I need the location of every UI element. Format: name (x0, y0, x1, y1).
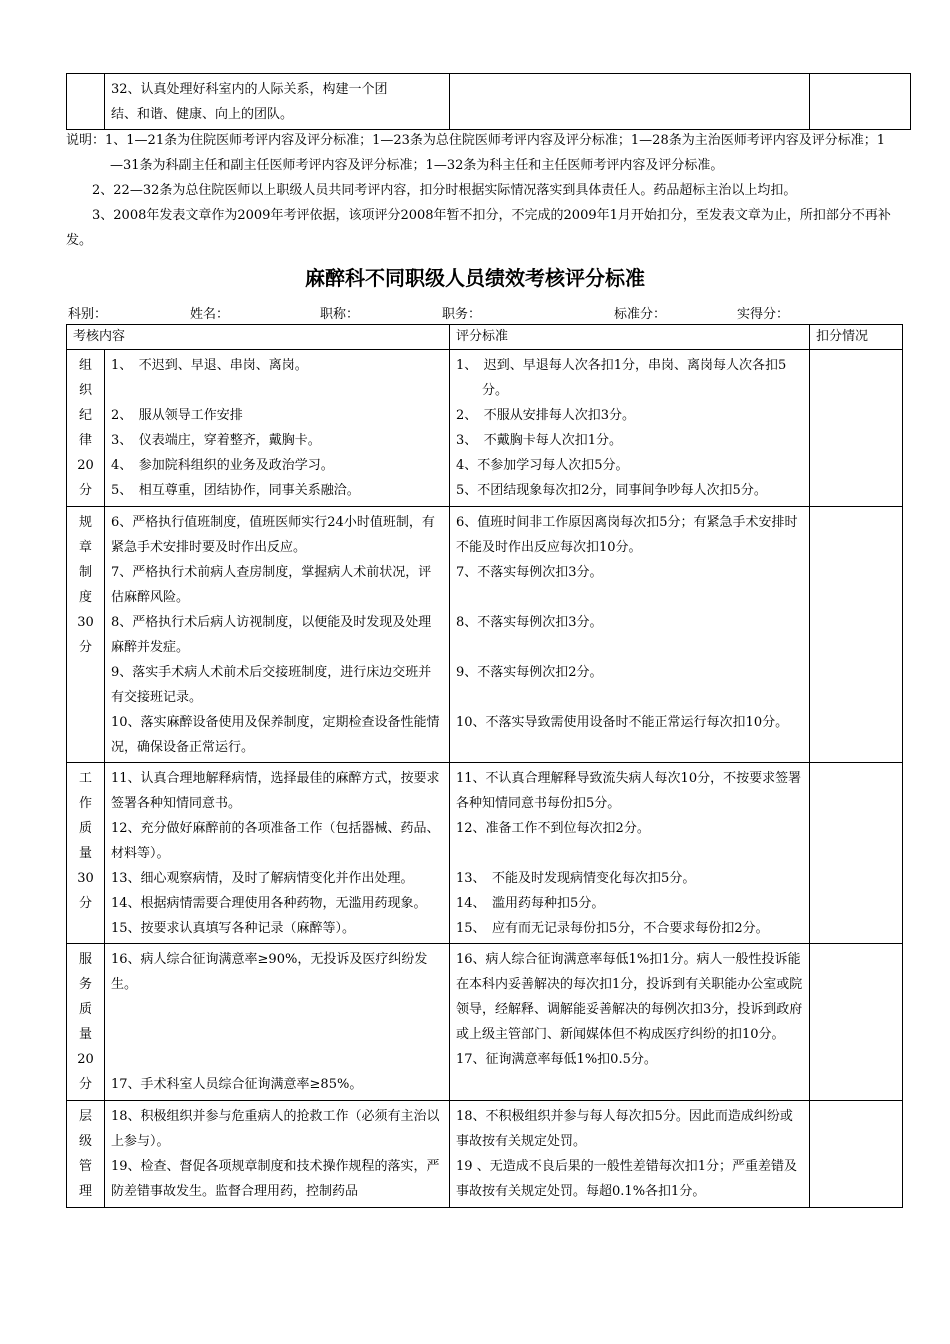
category-char: 纪 (78, 408, 92, 423)
content-item: 7、严格执行术前病人查房制度，掌握病人术前状况，评估麻醉风险。 (111, 565, 432, 605)
content-cell (105, 74, 450, 130)
criteria-cell (450, 763, 810, 944)
deduction-cell (810, 350, 903, 507)
deduction-cell (810, 507, 903, 763)
criteria-cell (450, 74, 810, 130)
category-char: 理 (78, 1184, 92, 1199)
spacer (456, 635, 803, 660)
criteria-item: 12、准备工作不到位每次扣2分。 (456, 821, 650, 836)
category-char: 组 (78, 358, 92, 373)
category-char: 管 (78, 1159, 92, 1174)
category-char: 度 (78, 590, 92, 605)
criteria-item: 6、值班时间非工作原因离岗每次扣5分；有紧急手术安排时不能及时作出反应每次扣10分。 (456, 515, 798, 555)
note-2: 2、22—32条为总住院医师以上职级人员共同考评内容，扣分时根据实际情况落实到具体责任人。药品超标主治以上均扣。 (92, 183, 797, 198)
category-char: 分 (78, 640, 92, 655)
spacer (111, 1047, 443, 1072)
spacer (111, 997, 443, 1022)
criteria-item: 15、 应有而无记录每份扣5分，不合要求每份扣2分。 (456, 921, 769, 936)
category-char: 质 (78, 821, 92, 836)
category-cell (67, 944, 105, 1101)
category-char: 服 (78, 952, 92, 967)
content-item: 8、严格执行术后病人访视制度，以便能及时发现及处理麻醉并发症。 (111, 615, 432, 655)
deduction-cell (810, 763, 903, 944)
criteria-item: 9、不落实每例次扣2分。 (456, 665, 603, 680)
table-row (67, 74, 911, 130)
criteria-cell (450, 1101, 810, 1208)
content-item: 14、根据病情需要合理使用各种药物，无滥用药现象。 (111, 896, 427, 911)
deduction-cell (810, 74, 911, 130)
category-char: 分 (78, 483, 92, 498)
content-item: 15、按要求认真填写各种记录（麻醉等）。 (111, 921, 356, 936)
criteria-item: 17、征询满意率每低1%扣0.5分。 (456, 1052, 657, 1067)
category-char: 织 (78, 383, 92, 398)
notes-section (66, 128, 896, 253)
note-3: 3、2008年发表文章作为2009年考评依据，该项评分2008年暂不扣分，不完成的2009年1月开始扣分，至发表文章为止，所扣部分不再补发。 (66, 208, 891, 248)
content-cell (105, 1101, 450, 1208)
content-item: 3、 仪表端庄，穿着整齐，戴胸卡。 (111, 433, 321, 448)
criteria-item: 8、不落实每例次扣3分。 (456, 615, 603, 630)
criteria-cell (450, 350, 810, 507)
content-cell (105, 763, 450, 944)
criteria-item: 18、不积极组织并参与每人每次扣5分。因此而造成纠纷或事故按有关规定处罚。 (456, 1109, 793, 1149)
criteria-item: 2、 不服从安排每人次扣3分。 (456, 408, 636, 423)
actual-score-label: 实得分： (737, 307, 790, 322)
continuation-table (66, 73, 911, 130)
content-item: 5、 相互尊重，团结协作，同事关系融洽。 (111, 483, 360, 498)
title-label: 职称： (320, 307, 360, 322)
category-char: 量 (78, 1027, 92, 1042)
category-char: 制 (78, 565, 92, 580)
criteria-item: 3、 不戴胸卡每人次扣1分。 (456, 433, 623, 448)
info-line (68, 303, 910, 323)
criteria-cell (450, 944, 810, 1101)
category-char: 务 (78, 977, 92, 992)
page-title: 麻醉科不同职级人员绩效考核评分标准 (305, 266, 645, 290)
criteria-item: 7、不落实每例次扣3分。 (456, 565, 603, 580)
category-cell (67, 350, 105, 507)
category-char: 质 (78, 1002, 92, 1017)
content-item: 12、充分做好麻醉前的各项准备工作（包括器械、药品、材料等）。 (111, 821, 440, 861)
category-char: 分 (78, 1077, 92, 1092)
content-item: 9、落实手术病人术前术后交接班制度，进行床边交班并有交接班记录。 (111, 665, 432, 705)
category-char: 30 (77, 871, 94, 886)
header-deduction: 扣分情况 (810, 325, 903, 350)
content-line: 结、和谐、健康、向上的团队。 (111, 107, 294, 122)
evaluation-table (66, 324, 903, 1208)
header-criteria: 评分标准 (450, 325, 810, 350)
category-cell (67, 74, 105, 130)
criteria-item: 13、 不能及时发现病情变化每次扣5分。 (456, 871, 696, 886)
criteria-item: 10、不落实导致需使用设备时不能正常运行每次扣10分。 (456, 715, 789, 730)
category-char: 20 (77, 1052, 94, 1067)
spacer (456, 585, 803, 610)
category-char: 级 (78, 1134, 92, 1149)
name-label: 姓名： (190, 307, 230, 322)
spacer (111, 378, 443, 403)
content-item: 6、严格执行值班制度，值班医师实行24小时值班制，有紧急手术安排时要及时作出反应。 (111, 515, 435, 555)
category-cell (67, 763, 105, 944)
content-item: 16、病人综合征询满意率≥90%，无投诉及医疗纠纷发生。 (111, 952, 428, 992)
content-item: 13、细心观察病情，及时了解病情变化并作出处理。 (111, 871, 414, 886)
content-item: 19、检查、督促各项规章制度和技术操作规程的落实，严防差错事故发生。监督合理用药，控制药品 (111, 1159, 440, 1199)
category-char: 层 (78, 1109, 92, 1124)
deduction-cell (810, 1101, 903, 1208)
content-item: 17、手术科室人员综合征询满意率≥85%。 (111, 1077, 363, 1092)
content-item: 1、 不迟到、早退、串岗、离岗。 (111, 358, 308, 373)
category-char: 律 (78, 433, 92, 448)
criteria-item: 4、不参加学习每人次扣5分。 (456, 458, 629, 473)
criteria-item: 14、 滥用药每种扣5分。 (456, 896, 605, 911)
category-char: 20 (77, 458, 94, 473)
criteria-cell (450, 507, 810, 763)
content-cell (105, 507, 450, 763)
table-row (67, 350, 903, 507)
table-header-row (67, 325, 903, 350)
category-char: 分 (78, 896, 92, 911)
criteria-item: 19 、无造成不良后果的一般性差错每次扣1分；严重差错及事故按有关规定处罚。每超0.1%各扣1分。 (456, 1159, 797, 1199)
content-item: 18、积极组织并参与危重病人的抢救工作（必须有主治以上参与）。 (111, 1109, 440, 1149)
content-cell (105, 944, 450, 1101)
category-char: 章 (78, 540, 92, 555)
content-item: 2、 服从领导工作安排 (111, 408, 243, 423)
table-row (67, 507, 903, 763)
header-content: 考核内容 (67, 325, 450, 350)
content-item: 10、落实麻醉设备使用及保养制度，定期检查设备性能情况，确保设备正常运行。 (111, 715, 440, 755)
criteria-item: 16、病人综合征询满意率每低1%扣1分。病人一般性投诉能在本科内妥善解决的每次扣1分，投诉到有关职能办公室或院领导，经解释、调解能妥善解决的每例次扣3分，投诉到政府或上级主管部门、新闻媒体但不构成医疗纠纷的扣10分。 (456, 952, 803, 1042)
content-line: 32、认真处理好科室内的人际关系，构建一个团 (111, 82, 388, 97)
position-label: 职务： (442, 307, 482, 322)
criteria-item: 5、不团结现象每次扣2分，同事间争吵每人次扣5分。 (456, 483, 767, 498)
note-1: 说明：1、1—21条为住院医师考评内容及评分标准；1—23条为总住院医师考评内容及评分标准；1—28条为主治医师考评内容及评分标准；1—31条为科副主任和副主任医师考评内容及评分标准；1—32条为科主任和主任医师考评内容及评分标准。 (66, 133, 885, 173)
content-item: 11、认真合理地解释病情，选择最佳的麻醉方式，按要求签署各种知情同意书。 (111, 771, 440, 811)
spacer (456, 685, 803, 710)
category-cell (67, 1101, 105, 1208)
category-char: 30 (77, 615, 94, 630)
deduction-cell (810, 944, 903, 1101)
spacer (111, 1022, 443, 1047)
category-char: 规 (78, 515, 92, 530)
content-item: 4、 参加院科组织的业务及政治学习。 (111, 458, 334, 473)
dept-label: 科别： (68, 307, 108, 322)
criteria-item: 11、不认真合理解释导致流失病人每次10分，不按要求签署各种知情同意书每份扣5分。 (456, 771, 802, 811)
category-char: 作 (78, 796, 92, 811)
criteria-item: 1、 迟到、早退每人次各扣1分，串岗、离岗每人次各扣5分。 (456, 358, 787, 398)
spacer (456, 841, 803, 866)
standard-score-label: 标准分： (614, 307, 667, 322)
category-char: 工 (78, 771, 92, 786)
category-cell (67, 507, 105, 763)
category-char: 量 (78, 846, 92, 861)
content-cell (105, 350, 450, 507)
table-row (67, 944, 903, 1101)
table-row (67, 1101, 903, 1208)
table-row (67, 763, 903, 944)
